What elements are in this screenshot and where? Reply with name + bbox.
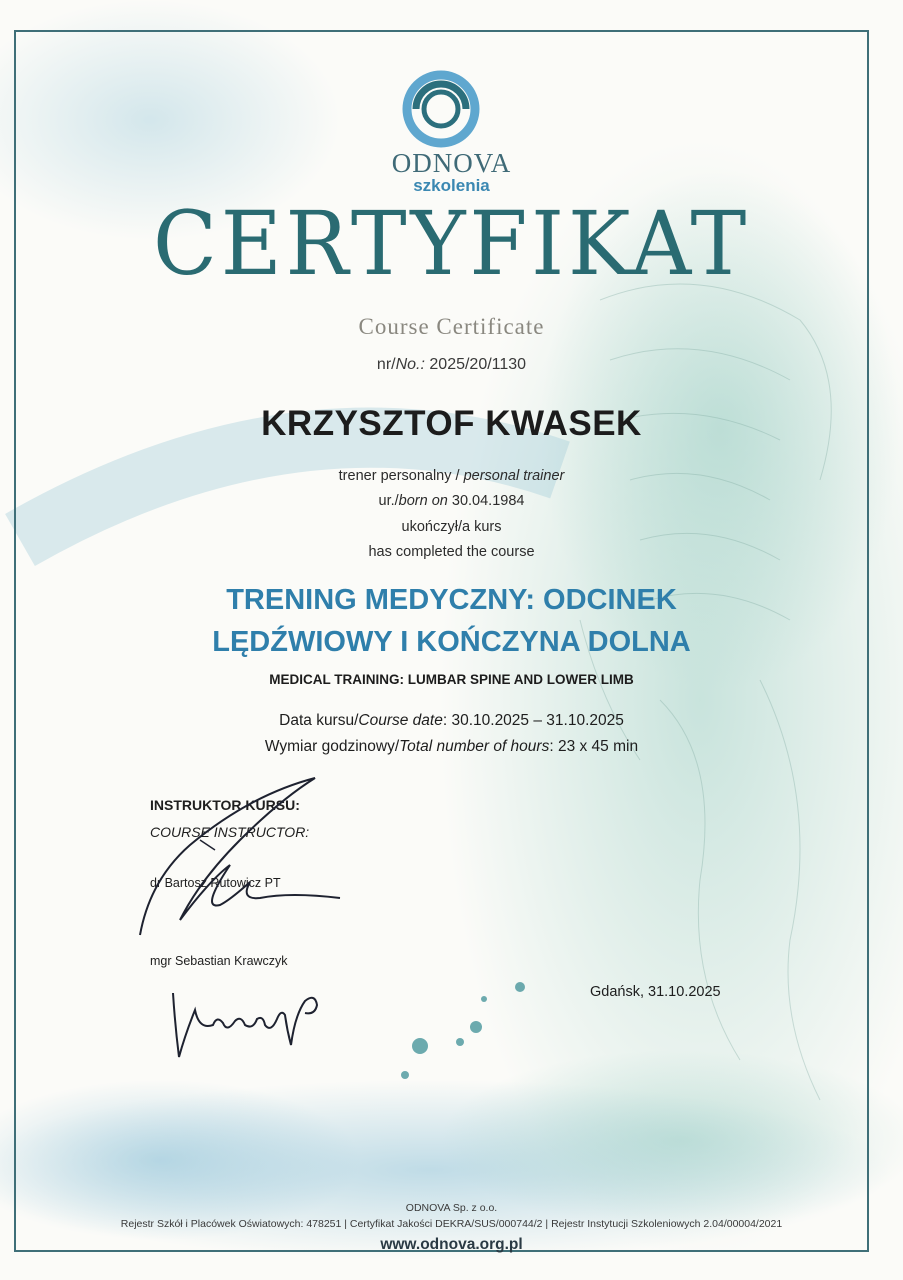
born-label-en: born on	[398, 493, 448, 509]
course-title-line-2: LĘDŹWIOWY I KOŃCZYNA DOLNA	[212, 626, 691, 658]
completed-en: has completed the course	[368, 544, 535, 560]
hours-label-pl: Wymiar godzinowy/	[264, 738, 400, 755]
born-date: 30.04.1984	[451, 493, 525, 509]
date-label-en: Course date	[358, 712, 443, 729]
hours-value: : 23 x 45 min	[549, 738, 639, 755]
certificate-title: CERTYFIKAT	[152, 192, 751, 295]
footer-website: www.odnova.org.pl	[380, 1236, 523, 1253]
hours-label-en: Total number of hours	[399, 738, 550, 755]
course-hours	[0, 738, 903, 756]
completed-pl: ukończył/a kurs	[401, 519, 502, 535]
brand-name: ODNOVA	[391, 148, 512, 178]
recipient-name: KRZYSZTOF KWASEK	[261, 404, 642, 443]
instructor-heading-en: COURSE INSTRUCTOR:	[150, 824, 310, 840]
course-title-line-1: TRENING MEDYCZNY: ODCINEK	[226, 584, 677, 616]
born-label-pl: ur./	[378, 493, 399, 509]
certificate-number	[0, 356, 903, 374]
ring-logo-icon	[398, 68, 484, 150]
date-label-pl: Data kursu/	[279, 712, 359, 729]
date-value: : 30.10.2025 – 31.10.2025	[442, 712, 624, 729]
signature-1	[130, 770, 350, 950]
instructor-1-name: dr Bartosz Rutowicz PT	[150, 876, 281, 890]
instructor-2-name: mgr Sebastian Krawczyk	[150, 954, 288, 968]
course-date	[0, 712, 903, 730]
course-title-en: MEDICAL TRAINING: LUMBAR SPINE AND LOWER LIMB	[269, 672, 634, 687]
place-and-date: Gdańsk, 31.10.2025	[590, 984, 721, 1000]
born-line	[0, 493, 903, 509]
profession-pl: trener personalny /	[338, 468, 464, 484]
number-value: 2025/20/1130	[429, 356, 527, 373]
number-label-en: No.:	[395, 356, 425, 373]
number-label-pl: nr/	[376, 356, 396, 373]
footer-company: ODNOVA Sp. z o.o.	[405, 1202, 498, 1214]
signature-2	[165, 985, 335, 1065]
instructor-heading-pl: INSTRUKTOR KURSU:	[150, 797, 300, 813]
brand-subtitle: szkolenia	[413, 176, 490, 195]
profession-en: personal trainer	[463, 468, 565, 484]
profession-line	[0, 468, 903, 484]
certificate-subtitle: Course Certificate	[358, 314, 545, 339]
footer-registry: Rejestr Szkół i Placówek Oświatowych: 478251 | Certyfikat Jakości DEKRA/SUS/000744/2 | Rejestr Instytucji Szkoleniowych 2.04/00004/2021	[120, 1218, 783, 1230]
